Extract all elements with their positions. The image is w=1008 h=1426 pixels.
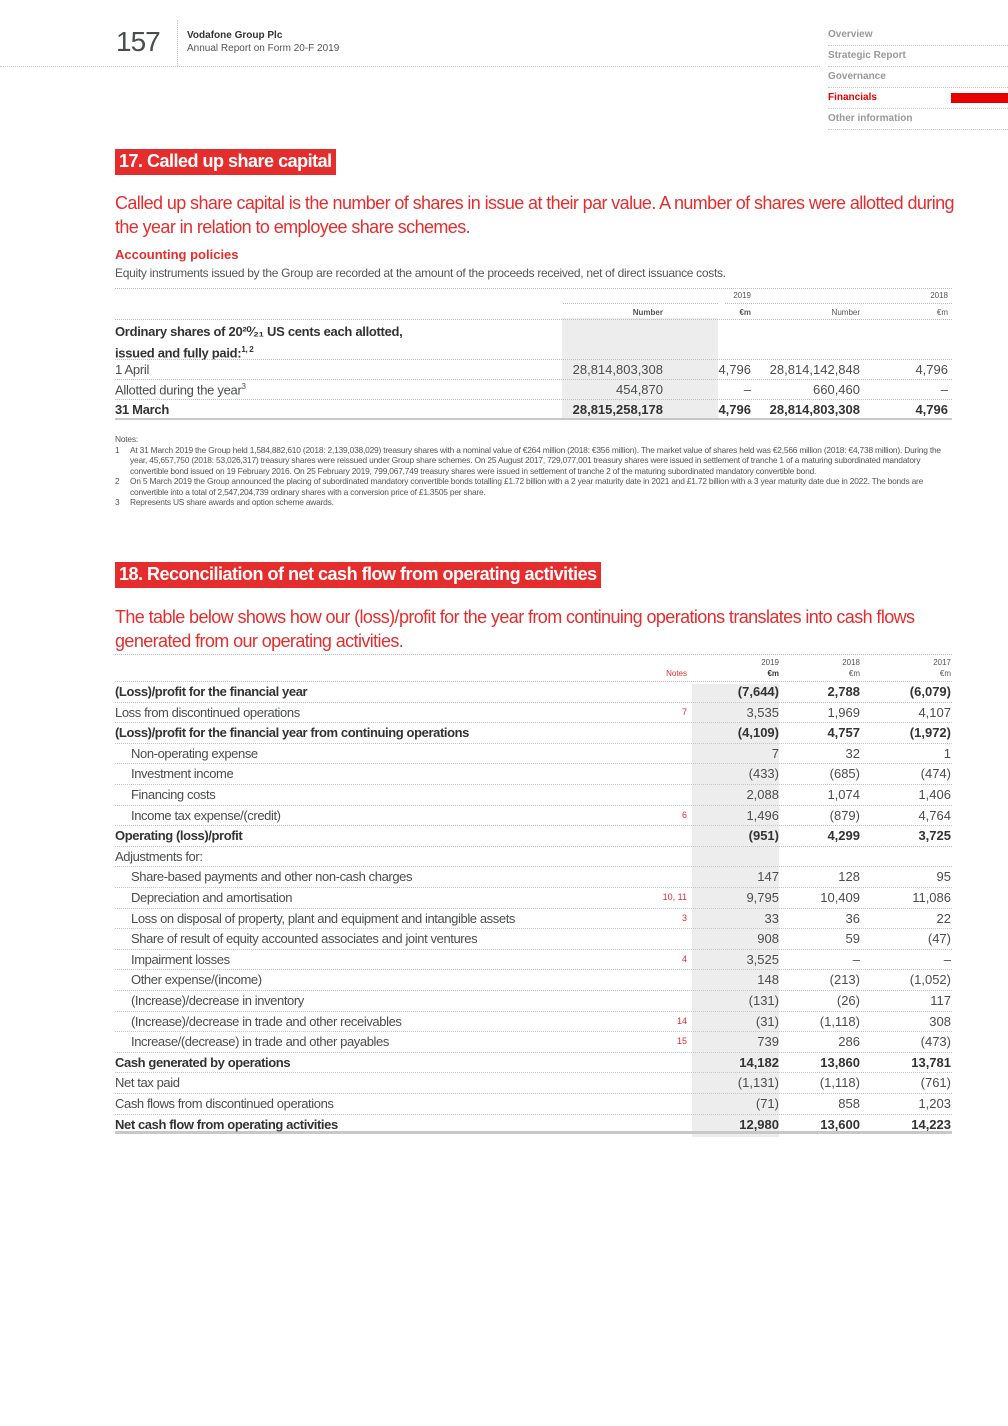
col-number-2018: Number [831, 308, 860, 317]
year: 2019 [761, 658, 779, 667]
row-label: Financing costs [131, 787, 216, 802]
year-rule [563, 303, 718, 304]
row-label: (Loss)/profit for the financial year from continuing operations [115, 725, 469, 741]
cell-2018: 32 [845, 745, 860, 761]
cell-2017: (6,079) [909, 684, 951, 699]
cell-2019: (1,131) [737, 1075, 779, 1091]
row-label: 1 April [115, 362, 150, 377]
section-nav [828, 25, 1008, 130]
cell-2018: (879) [829, 807, 860, 823]
cell-2018: 36 [845, 910, 860, 926]
accounting-policies-text: Equity instruments issued by the Group are recorded at the amount of the proceeds received, net of direct issuance costs. [115, 266, 726, 280]
unit: €m [767, 669, 779, 678]
cell-2019: 147 [757, 869, 779, 885]
row-label: Share-based payments and other non-cash charges [131, 869, 413, 885]
cell-2018: 1,074 [827, 787, 860, 802]
section-17-intro: Called up share capital is the number of shares in issue at their par value. A number of shares were allotted during the year in relation to employee share schemes. [115, 193, 954, 237]
cell: 4,796 [915, 362, 948, 377]
row-label: Loss from discontinued operations [115, 704, 300, 720]
year: 2017 [933, 658, 951, 667]
table-row [115, 908, 952, 929]
cell-2017: 14,223 [911, 1116, 951, 1132]
cell-2018: 4,757 [827, 725, 860, 741]
cell: 454,870 [616, 382, 663, 397]
cell-2018: 286 [838, 1034, 860, 1050]
table-row [115, 1093, 952, 1114]
cell-2017: (761) [920, 1075, 951, 1091]
cell-2017: 3,725 [918, 828, 951, 844]
footnote-number: 3 [115, 497, 120, 507]
footnotes [115, 434, 955, 508]
cell-2019: (71) [755, 1096, 779, 1111]
row-label: Loss on disposal of property, plant and equipment and intangible assets [131, 910, 516, 926]
note-ref: 4 [681, 953, 687, 964]
cell-2017: (47) [927, 931, 951, 947]
cell-2017: 308 [929, 1013, 951, 1029]
cell-2017: – [943, 951, 951, 967]
col-em-2019: €m [739, 308, 751, 317]
report-title: Annual Report on Form 20-F 2019 [187, 43, 340, 54]
year-header-2017 [933, 657, 951, 679]
cell-2017: 1 [943, 745, 951, 761]
row-label: Non-operating expense [131, 745, 258, 761]
cell-2017: 13,781 [911, 1054, 951, 1070]
cell: – [743, 382, 751, 397]
notes-column-header: Notes [666, 669, 687, 678]
row-label: Net tax paid [115, 1075, 180, 1091]
header-divider [177, 20, 178, 66]
table-row [115, 846, 952, 867]
company-name: Vodafone Group Plc [187, 30, 283, 41]
cell-2018: 4,299 [827, 828, 860, 844]
active-marker [951, 93, 1008, 103]
cell-2019: 9,795 [746, 890, 779, 905]
row-label: (Increase)/decrease in trade and other receivables [131, 1013, 402, 1029]
caption-line: issued and fully paid: [115, 345, 242, 361]
footnote-number: 2 [115, 476, 120, 486]
nav-item-governance[interactable] [828, 67, 1008, 88]
cell-2019: (951) [748, 828, 779, 844]
year-header-2019: 2019 [733, 291, 751, 300]
table-caption-row [115, 319, 952, 359]
row-label: Depreciation and amortisation [131, 890, 293, 905]
nav-label: Strategic Report [828, 50, 906, 61]
footnote-text: On 5 March 2019 the Group announced the placing of subordinated mandatory convertible bonds totalling £1.72 billion with a 2 year maturity date in 2021 and £1.72 billion with a 3 year maturity date due in 2022. The bonds are convertible into a total of 2,547,204,739 ordinary shares with a conversion price of £1.3505 per share. [130, 476, 924, 497]
cell: – [940, 382, 948, 397]
cell-2018: 2,788 [827, 684, 860, 699]
year: 2018 [842, 658, 860, 667]
row-label: 31 March [115, 402, 169, 417]
cell: 4,796 [718, 362, 751, 377]
nav-item-overview[interactable] [828, 25, 1008, 46]
table-row [115, 1011, 952, 1032]
cell-2017: (1,972) [909, 725, 951, 741]
header-rule [0, 66, 820, 67]
cell-2019: 2,088 [746, 787, 779, 802]
col-number-2019: Number [632, 308, 663, 317]
year-header-2018 [842, 657, 860, 679]
year-rule [725, 303, 952, 304]
label-text: Allotted during the year [115, 382, 242, 398]
table-row [115, 681, 952, 702]
table-row [115, 825, 952, 846]
table-top-rule [115, 288, 952, 289]
nav-label: Governance [828, 71, 886, 82]
note-ref: 14 [676, 1015, 687, 1026]
cell-2018: (1,118) [819, 1013, 860, 1029]
cell-2019: 12,980 [739, 1116, 779, 1132]
cell-2019: 3,525 [746, 951, 779, 967]
footnote [115, 497, 955, 508]
cell-2018: – [852, 951, 860, 967]
nav-label: Financials [828, 92, 877, 103]
table-row [115, 1072, 952, 1093]
table-row [115, 969, 952, 990]
cell: 4,796 [718, 402, 751, 417]
cell-2019: 739 [757, 1034, 779, 1050]
page-number: 157 [116, 26, 160, 57]
row-label: Impairment losses [131, 951, 230, 967]
cell-2018: 128 [838, 869, 860, 885]
cell-2017: 4,764 [918, 807, 951, 823]
note-ref: 3 [681, 912, 687, 923]
cell: 28,814,803,308 [769, 402, 860, 417]
cell-2018: (685) [829, 766, 860, 782]
table-caption [115, 323, 402, 362]
footnote-text: At 31 March 2019 the Group held 1,584,882,610 (2018: 2,139,038,029) treasury shares with a nominal value of €264 million (2018: €356 million). The market value of shares held was €2,566 million (2018: €4,738 million). During the year, 45,657,750 (2018: 53,026,317) treasury shares were reissued under Group share schemes. On 25 August 2017, 729,077,001 treasury shares were issued in settlement of tranche 1 of a maturing subordinated mandatory convertible bond issued on 19 February 2016. On 25 February 2019, 799,067,749 treasury shares were issued in settlement of tranche 2 of the maturing subordinated mandatory convertible bond. [130, 444, 941, 476]
footnote [115, 445, 955, 477]
cell-2019: (4,109) [737, 725, 779, 741]
note-ref: 7 [681, 706, 687, 717]
table-row [115, 866, 952, 887]
table-row [115, 1114, 952, 1135]
cell-2017: 117 [930, 993, 951, 1008]
row-label: (Increase)/decrease in inventory [131, 993, 304, 1008]
cell-2019: 14,182 [739, 1054, 779, 1070]
cell-2017: 95 [936, 869, 951, 885]
cell-2018: 59 [845, 931, 860, 947]
caption-line: Ordinary shares of 20²⁰⁄₂₁ US cents each allotted, [115, 324, 403, 339]
table-row [115, 379, 952, 399]
cell-2018: 1,969 [827, 704, 860, 720]
footnote-text: Represents US share awards and option scheme awards. [130, 497, 334, 507]
table-row [115, 359, 952, 379]
row-label: Cash flows from discontinued operations [115, 1096, 334, 1111]
section-17-title: 17. Called up share capital [115, 149, 336, 175]
note-ref: 15 [676, 1036, 687, 1047]
cell-2019: 33 [764, 910, 779, 926]
cell-2019: (7,644) [737, 684, 779, 699]
cell-2018: 858 [838, 1096, 860, 1111]
cell-2017: (474) [920, 766, 951, 782]
accounting-policies-heading: Accounting policies [115, 247, 239, 262]
cell-2019: (31) [755, 1013, 779, 1029]
cell-2018: (1,118) [819, 1075, 860, 1091]
cell-2017: 1,406 [918, 787, 951, 802]
cell-2017: 4,107 [918, 704, 951, 720]
cell: 660,460 [813, 382, 860, 397]
cell-2018: 13,860 [820, 1054, 860, 1070]
table-row [115, 887, 952, 908]
table-row [115, 702, 952, 723]
row-label: Income tax expense/(credit) [131, 807, 281, 823]
footnote-ref: 3 [241, 382, 246, 391]
row-label: Investment income [131, 766, 234, 782]
table-row [115, 722, 952, 743]
table-row [115, 784, 952, 805]
nav-label: Overview [828, 29, 873, 40]
unit: €m [848, 669, 860, 678]
year-header-2018: 2018 [930, 291, 948, 300]
row-label: Increase/(decrease) in trade and other payables [131, 1034, 389, 1050]
notes-title: Notes: [115, 434, 139, 444]
cell-2019: 3,535 [746, 704, 779, 720]
row-label: Adjustments for: [115, 848, 203, 864]
section-18-title: 18. Reconciliation of net cash flow from operating activities [115, 562, 601, 588]
table-row-total [115, 399, 952, 420]
nav-item-financials[interactable] [828, 88, 1008, 109]
col-em-2018: €m [936, 308, 948, 317]
cell: 28,815,258,178 [572, 402, 663, 417]
cell-2018: 13,600 [820, 1116, 860, 1132]
nav-label: Other information [828, 113, 913, 124]
note-ref: 6 [681, 809, 687, 820]
cell-2018: (26) [836, 993, 860, 1008]
table-row [115, 1031, 952, 1052]
cell-2018: 10,409 [820, 890, 860, 905]
cell-2018: (213) [829, 972, 860, 988]
cell-2017: (1,052) [909, 972, 951, 988]
cell-2017: 22 [936, 910, 951, 926]
table-top-rule [115, 654, 952, 655]
row-label: (Loss)/profit for the financial year [115, 684, 308, 699]
cell-2019: 7 [771, 745, 779, 761]
table-row [115, 763, 952, 784]
footnote [115, 476, 955, 497]
unit: €m [939, 669, 951, 678]
cell: 28,814,142,848 [769, 362, 860, 377]
cell-2019: 908 [757, 931, 779, 947]
table-row [115, 990, 952, 1011]
row-label: Net cash flow from operating activities [115, 1116, 338, 1132]
table-row [115, 949, 952, 970]
footnote-ref: 1, 2 [241, 345, 254, 354]
cell-2019: (131) [748, 993, 779, 1008]
cell-2017: 11,086 [912, 890, 951, 905]
row-label: Operating (loss)/profit [115, 828, 243, 844]
cell-2017: (473) [920, 1034, 951, 1050]
year-header-2019 [761, 657, 779, 679]
cell-2019: (433) [748, 766, 779, 782]
table-row [115, 1052, 952, 1073]
cell: 4,796 [915, 402, 948, 417]
table-row [115, 805, 952, 826]
cell-2017: 1,203 [918, 1096, 951, 1111]
cell-2019: 1,496 [746, 807, 779, 823]
row-label: Other expense/(income) [131, 972, 262, 988]
cell: 28,814,803,308 [572, 362, 663, 377]
section-18-intro: The table below shows how our (loss)/profit for the year from continuing operations translates into cash flows generated from our operating activities. [115, 607, 915, 651]
row-label [115, 382, 246, 397]
nav-item-other-information[interactable] [828, 109, 1008, 130]
cell-2019: 148 [757, 972, 779, 988]
row-label: Share of result of equity accounted associates and joint ventures [131, 931, 478, 947]
row-label: Cash generated by operations [115, 1054, 291, 1070]
table-row [115, 743, 952, 764]
nav-item-strategic-report[interactable] [828, 46, 1008, 67]
footnote-number: 1 [115, 444, 120, 455]
table-row [115, 928, 952, 949]
note-ref: 10, 11 [662, 892, 687, 902]
